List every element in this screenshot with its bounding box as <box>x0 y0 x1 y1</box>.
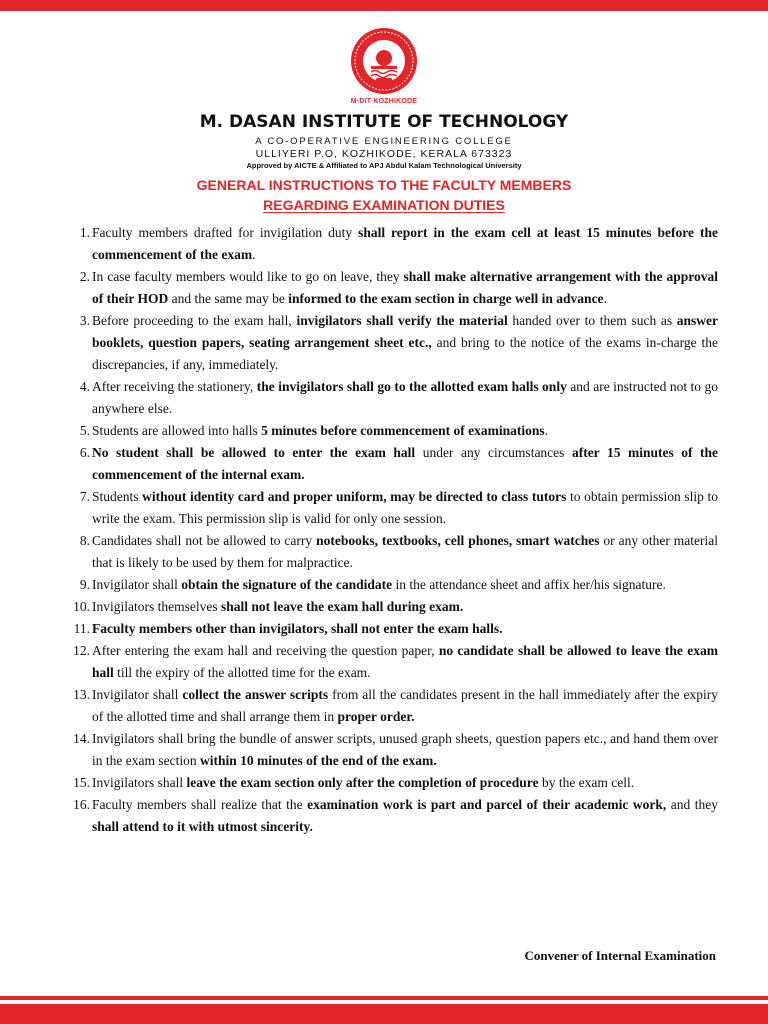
instruction-text <box>92 728 718 772</box>
instruction-number: 2. <box>79 269 90 284</box>
instruction-number: 10. <box>73 599 90 614</box>
instruction-item <box>52 530 718 574</box>
instruction-text <box>92 794 718 838</box>
instruction-fragment: Faculty members shall realize that the <box>92 797 308 812</box>
college-type: A CO-OPERATIVE ENGINEERING COLLEGE <box>255 136 513 147</box>
instruction-number: 6. <box>79 445 90 460</box>
instruction-number: 7. <box>79 489 90 504</box>
instruction-text <box>92 618 718 640</box>
instruction-emphasis: answer booklets, question papers, seating arrangement sheet etc., <box>92 313 718 350</box>
instruction-text <box>92 442 718 486</box>
instruction-fragment: Invigilator shall <box>92 687 183 702</box>
instruction-number: 4. <box>79 379 90 394</box>
instruction-item <box>52 794 718 838</box>
instruction-fragment: and are instructed not to go anywhere else. <box>92 379 718 416</box>
page-title-line2: REGARDING EXAMINATION DUTIES <box>263 197 505 213</box>
instruction-emphasis: shall make alternative arrangement with the approval of their HOD <box>92 269 719 306</box>
instruction-fragment: in the attendance sheet and affix her/his signature. <box>392 577 666 592</box>
instruction-emphasis: no candidate shall be allowed to leave the exam hall <box>92 643 718 680</box>
instruction-fragment: Invigilators shall bring the bundle of answer scripts, unused graph sheets, question papers etc., and hand them over in the exam section <box>92 731 718 768</box>
instruction-fragment: and bring to the notice of the exams in-charge the discrepancies, if any, immediately. <box>92 335 718 372</box>
instruction-emphasis: after 15 minutes of the commencement of the internal exam. <box>92 445 719 482</box>
instruction-fragment: Students <box>92 489 143 504</box>
instruction-fragment: In case faculty members would like to go on leave, they <box>92 269 404 284</box>
instruction-fragment: . <box>252 247 256 262</box>
instruction-fragment: Students are allowed into halls <box>92 423 262 438</box>
instruction-text <box>92 310 718 376</box>
instruction-text <box>92 376 718 420</box>
institute-name: M. DASAN INSTITUTE OF TECHNOLOGY <box>199 112 569 132</box>
instruction-emphasis: without identity card and proper uniform, may be directed to class tutors <box>142 489 567 504</box>
instruction-text <box>92 530 718 574</box>
instruction-item <box>52 222 718 266</box>
instruction-item <box>52 596 718 618</box>
bottom-red-band <box>0 1004 768 1024</box>
instruction-fragment: Faculty members drafted for invigilation duty <box>92 225 359 240</box>
instruction-number: 16. <box>73 797 90 812</box>
instruction-emphasis: shall attend to it with utmost sincerity. <box>92 819 313 834</box>
instruction-item <box>52 420 718 442</box>
instruction-emphasis: the invigilators shall go to the allotted exam halls only <box>256 379 567 394</box>
instruction-text <box>92 222 718 266</box>
instruction-fragment: Before proceeding to the exam hall, <box>92 313 297 328</box>
instruction-number: 15. <box>73 775 90 790</box>
instruction-number: 13. <box>73 687 90 702</box>
instruction-item <box>52 684 718 728</box>
instruction-text <box>92 574 718 596</box>
instruction-emphasis: collect the answer scripts <box>182 687 329 702</box>
instruction-fragment: Invigilators themselves <box>92 599 221 614</box>
instruction-emphasis: informed to the exam section in charge well in advance <box>288 291 604 306</box>
top-red-band <box>0 0 768 11</box>
instruction-number: 5. <box>79 423 90 438</box>
instruction-item <box>52 618 718 640</box>
instruction-emphasis: invigilators shall verify the material <box>296 313 508 328</box>
instruction-emphasis: proper order. <box>337 709 415 724</box>
instruction-item <box>52 772 718 794</box>
instruction-item <box>52 310 718 376</box>
instruction-emphasis: notebooks, textbooks, cell phones, smart watches <box>316 533 600 548</box>
instruction-fragment: and they <box>666 797 718 812</box>
instruction-emphasis: shall not leave the exam hall during exam. <box>220 599 464 614</box>
instruction-fragment: Invigilators shall <box>92 775 187 790</box>
instruction-text <box>92 420 718 442</box>
instruction-item <box>52 640 718 684</box>
instruction-fragment: After entering the exam hall and receiving the question paper, <box>92 643 439 658</box>
instruction-fragment: handed over to them such as <box>507 313 677 328</box>
instruction-emphasis: Faculty members other than invigilators, shall not enter the exam halls. <box>92 621 503 636</box>
instruction-number: 8. <box>79 533 90 548</box>
page-title-line1: GENERAL INSTRUCTIONS TO THE FACULTY MEMBERS <box>196 177 572 193</box>
instruction-item <box>52 266 718 310</box>
instruction-fragment: from all the candidates present in the hall immediately after the expiry of the allotted time and shall arrange them in <box>92 687 718 724</box>
instruction-fragment: . <box>544 423 549 438</box>
college-logo <box>344 26 424 112</box>
instruction-text <box>92 640 718 684</box>
instruction-text <box>92 266 718 310</box>
logo-emblem-icon <box>349 26 419 96</box>
instruction-item <box>52 728 718 772</box>
instruction-item <box>52 486 718 530</box>
instruction-fragment: by the exam cell. <box>538 775 635 790</box>
instruction-text <box>92 596 718 618</box>
instruction-text <box>92 486 718 530</box>
instruction-text <box>92 772 718 794</box>
instruction-emphasis: leave the exam section only after the completion of procedure <box>186 775 539 790</box>
instruction-number: 1. <box>79 225 90 240</box>
instruction-number: 14. <box>73 731 90 746</box>
instruction-emphasis: within 10 minutes of the end of the exam. <box>199 753 437 768</box>
instruction-fragment: or any other material that is likely to be used by them for malpractice. <box>92 533 718 570</box>
instruction-fragment: to obtain permission slip to write the exam. This permission slip is valid for only one session. <box>92 489 718 526</box>
instruction-number: 3. <box>79 313 90 328</box>
logo-caption: M·DIT KOZHIKODE <box>350 98 418 105</box>
instruction-fragment: . <box>603 291 607 306</box>
bottom-red-line <box>0 996 768 1000</box>
approval-line: Approved by AICTE & Affiliated to APJ Abdul Kalam Technological University <box>246 161 522 170</box>
instruction-text <box>92 684 718 728</box>
instruction-emphasis: obtain the signature of the candidate <box>181 577 393 592</box>
instruction-number: 9. <box>79 577 90 592</box>
instruction-fragment: Candidates shall not be allowed to carry <box>92 533 317 548</box>
instruction-item <box>52 376 718 420</box>
instruction-emphasis: examination work is part and parcel of their academic work, <box>307 797 667 812</box>
instruction-emphasis: shall report in the exam cell at least 15 minutes before the commencement of the exam <box>92 225 718 262</box>
instruction-fragment: After receiving the stationery, <box>92 379 257 394</box>
instruction-fragment: under any circumstances <box>415 445 572 460</box>
instruction-emphasis: 5 minutes before commencement of examinations <box>261 423 545 438</box>
instructions-list <box>52 222 718 838</box>
instruction-number: 12. <box>73 643 90 658</box>
signoff: Convener of Internal Examination <box>524 948 716 963</box>
instruction-item <box>52 574 718 596</box>
instruction-number: 11. <box>73 621 90 636</box>
instruction-fragment: and the same may be <box>168 291 289 306</box>
instruction-fragment: Invigilator shall <box>92 577 182 592</box>
instruction-emphasis: No student shall be allowed to enter the exam hall <box>92 445 416 460</box>
instruction-fragment: till the expiry of the allotted time for the exam. <box>113 665 371 680</box>
college-address: ULLIYERI P.O, KOZHIKODE, KERALA 673323 <box>255 148 513 160</box>
instruction-item <box>52 442 718 486</box>
